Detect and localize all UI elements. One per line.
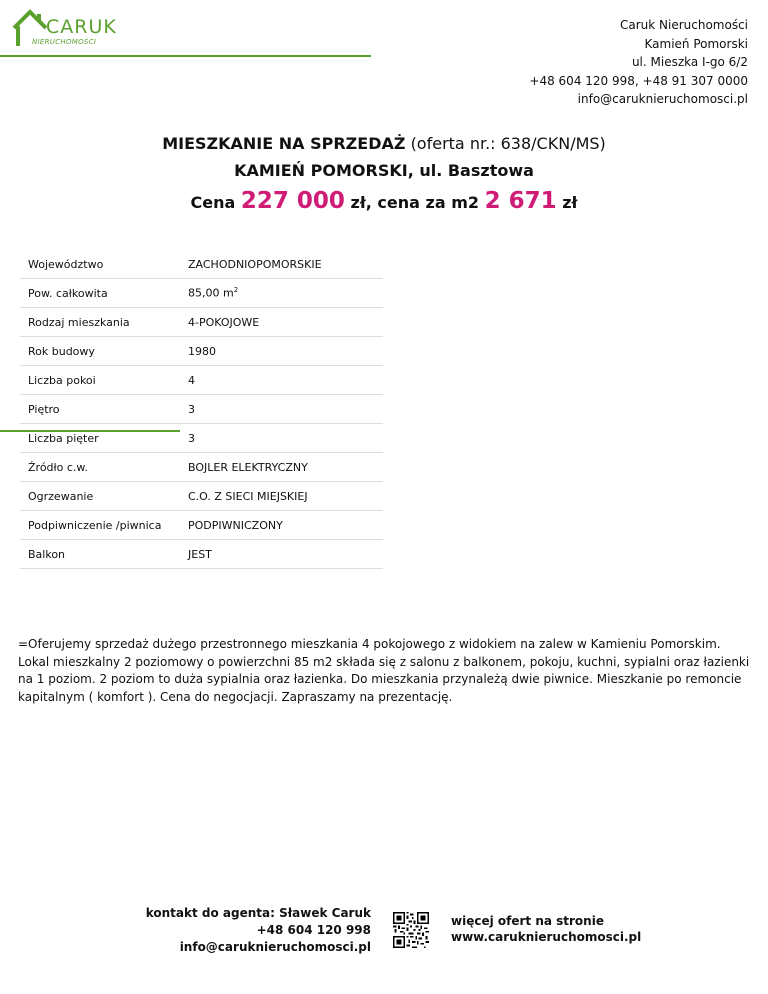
param-value: 4-POKOJOWE xyxy=(180,308,383,337)
table-row xyxy=(20,511,383,540)
price-per-m2-value: 2 671 xyxy=(484,188,557,214)
table-row xyxy=(20,540,383,569)
param-label: Liczba pokoi xyxy=(20,366,180,395)
param-value: JEST xyxy=(180,540,383,569)
company-street: ul. Mieszka I-go 6/2 xyxy=(631,55,748,69)
param-unit-superscript: 2 xyxy=(233,286,239,295)
param-label: Pow. całkowita xyxy=(20,279,180,308)
param-label: Źródło c.w. xyxy=(20,453,180,482)
param-value: C.O. Z SIECI MIEJSKIEJ xyxy=(180,482,383,511)
table-row xyxy=(20,250,383,279)
company-logo xyxy=(10,8,120,50)
property-params-table xyxy=(20,250,383,569)
logo-subtitle: NIERUCHOMOŚCI xyxy=(32,38,97,46)
header-divider xyxy=(0,55,371,57)
param-value: PODPIWNICZONY xyxy=(180,511,383,540)
offer-price-line xyxy=(0,188,768,214)
price-per-m2-label: zł, cena za m2 xyxy=(350,193,479,212)
table-row xyxy=(20,308,383,337)
param-label: Liczba pięter xyxy=(20,424,180,453)
price-value: 227 000 xyxy=(240,188,345,214)
table-row xyxy=(20,279,383,308)
table-row xyxy=(20,395,383,424)
param-value: ZACHODNIOPOMORSKIE xyxy=(180,250,383,279)
logo-wordmark: CARUK xyxy=(46,16,117,38)
company-phones: +48 604 120 998, +48 91 307 0000 xyxy=(529,73,748,88)
param-label: Województwo xyxy=(20,250,180,279)
offer-description: =Oferujemy sprzedaż dużego przestronnego mieszkania 4 pokojowego z widokiem na zalew w Kamieniu Pomorskim. Lokal mieszkalny 2 poziomowy o powierzchni 85 m2 składa się z salonu z balkonem, pokoju, kuchni, sypialni oraz łazienki na 1 poziom. 2 poziom to duża sypialnia oraz łazienka. Do mieszkania przynależą dwie piwnice. Mieszkanie po remoncie kapitalnym ( komfort ). Cena do negocjacji. Zapraszamy na prezentację. xyxy=(18,637,750,704)
company-contact-block xyxy=(529,16,748,109)
offer-number: (oferta nr.: 638/CKN/MS) xyxy=(410,134,606,153)
company-email[interactable]: info@caruknieruchomosci.pl xyxy=(577,92,748,106)
website-link[interactable]: www.caruknieruchomosci.pl xyxy=(451,930,642,944)
more-offers xyxy=(451,913,641,945)
table-row xyxy=(20,337,383,366)
agent-contact xyxy=(146,905,371,956)
table-row xyxy=(20,453,383,482)
table-row xyxy=(20,482,383,511)
param-label: Balkon xyxy=(20,540,180,569)
price-label: Cena xyxy=(190,193,236,212)
param-label: Rodzaj mieszkania xyxy=(20,308,180,337)
decorative-green-divider xyxy=(0,430,180,432)
company-city: Kamień Pomorski xyxy=(644,36,748,51)
param-label: Piętro xyxy=(20,395,180,424)
table-row xyxy=(20,366,383,395)
agent-phone[interactable]: +48 604 120 998 xyxy=(256,923,371,937)
price-currency: zł xyxy=(562,193,578,212)
agent-name: kontakt do agenta: Sławek Caruk xyxy=(145,906,371,920)
param-value: 4 xyxy=(180,366,383,395)
param-label: Podpiwniczenie /piwnica xyxy=(20,511,180,540)
param-value-cell xyxy=(180,279,383,308)
offer-heading-line xyxy=(0,133,768,155)
company-name: Caruk Nieruchomości xyxy=(619,18,748,32)
more-offers-label: więcej ofert na stronie xyxy=(451,914,604,928)
offer-heading: MIESZKANIE NA SPRZEDAŻ xyxy=(162,134,406,153)
offer-title-block xyxy=(0,133,768,214)
param-value: 3 xyxy=(180,424,383,453)
param-value: BOJLER ELEKTRYCZNY xyxy=(180,453,383,482)
offer-location: KAMIEŃ POMORSKI, ul. Basztowa xyxy=(234,161,534,180)
table-row xyxy=(20,424,383,453)
qr-code-icon[interactable] xyxy=(393,912,429,948)
agent-email[interactable]: info@caruknieruchomosci.pl xyxy=(179,940,371,954)
param-value: 1980 xyxy=(180,337,383,366)
param-label: Ogrzewanie xyxy=(20,482,180,511)
param-value: 85,00 m xyxy=(188,286,234,300)
param-label: Rok budowy xyxy=(20,337,180,366)
param-value: 3 xyxy=(180,395,383,424)
